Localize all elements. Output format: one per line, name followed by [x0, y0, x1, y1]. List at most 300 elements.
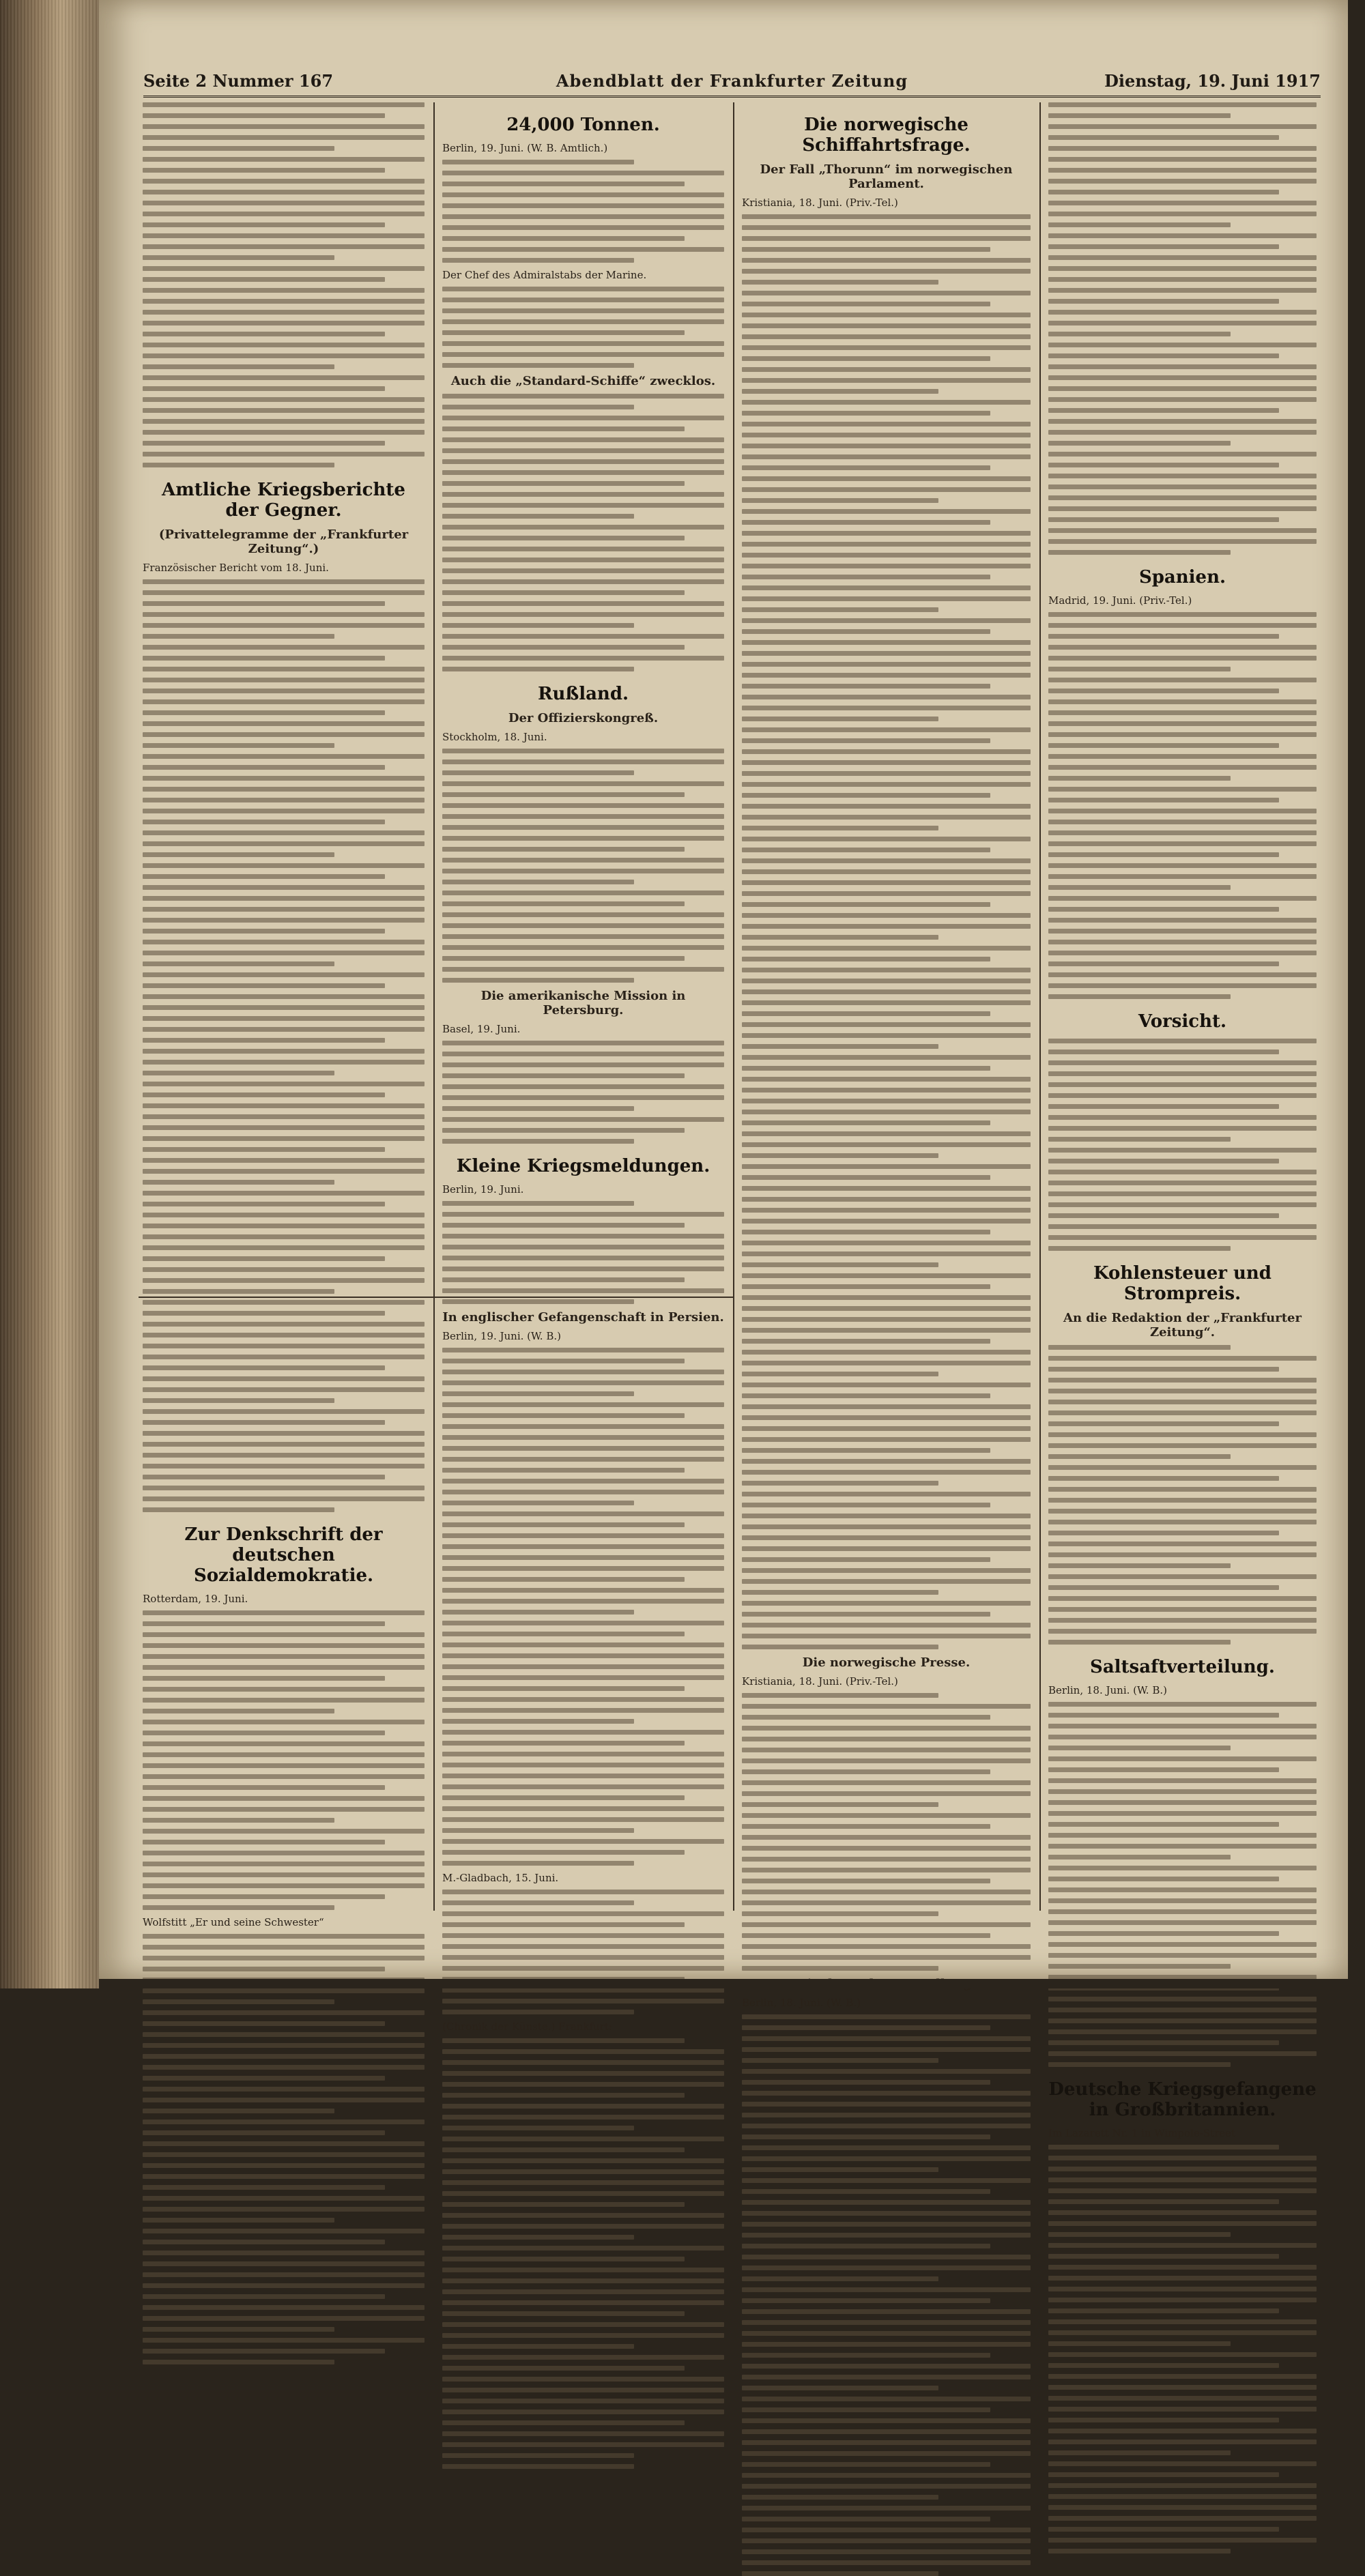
text-line: [143, 1092, 385, 1097]
text-line: [1048, 2494, 1317, 2499]
text-line: [742, 509, 1031, 514]
article-body: [1048, 1684, 1317, 2067]
text-line: [442, 1522, 685, 1527]
text-line: [1048, 2243, 1317, 2248]
text-line: [143, 1687, 425, 1692]
text-line: [143, 201, 425, 205]
text-line: [442, 1490, 724, 1494]
text-line: [742, 2571, 938, 2576]
article-body: [442, 394, 724, 671]
text-line: [742, 989, 1031, 994]
text-line: [143, 1720, 425, 1724]
text-line: [442, 1730, 724, 1735]
text-line: [742, 1623, 1031, 1627]
text-line: [742, 1142, 1031, 1147]
text-line: [742, 1835, 1031, 1840]
text-line: [442, 781, 724, 786]
text-line: [442, 1041, 724, 1045]
text-line: [143, 146, 334, 151]
text-line: [143, 1202, 385, 1206]
text-line: [143, 951, 425, 955]
text-line: [742, 1208, 1031, 1213]
text-line: [143, 2261, 425, 2266]
text-line: [1048, 2549, 1231, 2553]
column-rule: [1039, 102, 1041, 1911]
article-dateline: Wolfstitt „Er und seine Schwester“: [143, 1916, 324, 1928]
text-line: [143, 1420, 385, 1425]
text-line: [442, 1784, 724, 1789]
text-line: [442, 182, 685, 186]
text-line: [442, 236, 685, 241]
text-line: [742, 706, 1031, 710]
text-line: [442, 2355, 724, 2360]
text-line: [442, 1446, 724, 1451]
text-line: [143, 135, 425, 140]
text-line: [143, 2021, 385, 2026]
text-line: [742, 1933, 990, 1938]
text-line: [143, 579, 425, 584]
text-line: [143, 1278, 425, 1283]
text-line: [442, 1533, 724, 1538]
article-dateline: Der Chef des Admiralstabs der Marine.: [442, 269, 647, 281]
text-line: [742, 2047, 1031, 2052]
text-line: [1048, 2341, 1231, 2346]
text-line: [442, 901, 685, 906]
text-line: [742, 727, 1031, 732]
text-line: [442, 1752, 724, 1756]
article-body: [442, 731, 724, 983]
text-line: [143, 1731, 385, 1735]
text-line: [143, 364, 334, 369]
text-line: [1048, 721, 1317, 726]
article-body: [442, 1023, 724, 1144]
text-line: [143, 1333, 425, 1337]
text-line: [742, 236, 1031, 241]
text-line: [1048, 2407, 1317, 2412]
text-line: [442, 2093, 685, 2098]
text-line: [1048, 1367, 1279, 1372]
text-line: [442, 171, 724, 175]
text-line: [442, 2289, 724, 2294]
text-line: [143, 590, 425, 595]
text-line: [143, 1862, 425, 1866]
text-line: [442, 1424, 724, 1429]
text-line: [442, 405, 634, 409]
text-line: [742, 2386, 938, 2390]
text-line: [1048, 2483, 1317, 2488]
text-line: [1048, 1050, 1279, 1054]
text-line: [143, 1894, 385, 1899]
text-line: [1048, 951, 1317, 955]
text-line: [442, 2257, 685, 2261]
text-line: [742, 826, 938, 830]
text-line: [742, 2538, 1031, 2543]
text-line: [1048, 1746, 1231, 1750]
text-line: [742, 2364, 1031, 2369]
text-line: [442, 1566, 724, 1571]
text-line: [143, 678, 425, 682]
text-line: [742, 1568, 1031, 1573]
text-line: [742, 1715, 990, 1720]
text-line: [143, 1136, 425, 1141]
text-line: [742, 1099, 1031, 1103]
text-line: [1048, 885, 1231, 890]
text-line: [442, 1299, 634, 1304]
text-line: [1048, 1071, 1317, 1076]
text-line: [143, 1387, 425, 1392]
article-dateline: Kristiania, 18. Juni. (Priv.-Tel.): [742, 197, 898, 209]
text-line: [742, 673, 1031, 678]
text-line: [143, 2218, 334, 2223]
text-line: [1048, 2156, 1317, 2160]
text-line: [442, 1653, 724, 1658]
text-line: [442, 1708, 724, 1713]
text-line: [1048, 1126, 1317, 1131]
text-line: [742, 2549, 1031, 2554]
text-line: [742, 1535, 1031, 1540]
text-line: [742, 1890, 1031, 1894]
text-line: [442, 1348, 724, 1352]
text-line: [1048, 1520, 1317, 1524]
text-line: [442, 470, 724, 475]
text-line: [742, 367, 1031, 372]
text-line: [1048, 441, 1231, 446]
text-line: [143, 656, 385, 661]
text-line: [442, 514, 634, 519]
text-line: [742, 1470, 1031, 1475]
text-line: [143, 1851, 425, 1855]
text-line: [1048, 517, 1279, 522]
text-line: [1048, 929, 1317, 934]
text-line: [742, 596, 1031, 601]
text-line: [1048, 1822, 1279, 1827]
text-line: [742, 749, 1031, 754]
text-line: [442, 308, 724, 313]
text-line: [442, 2235, 634, 2240]
text-line: [143, 1038, 385, 1043]
text-line: [742, 1944, 1031, 1949]
text-line: [442, 1675, 724, 1680]
text-line: [143, 1365, 385, 1370]
text-line: [742, 564, 1031, 568]
text-line: [1048, 364, 1317, 369]
text-line: [442, 967, 724, 972]
text-line: [742, 1612, 990, 1617]
text-line: [742, 1448, 990, 1453]
text-line: [1048, 135, 1279, 140]
text-line: [742, 1791, 1031, 1796]
text-line: [742, 1922, 1031, 1927]
text-line: [742, 946, 1031, 951]
text-line: [742, 225, 1031, 230]
text-line: [742, 1601, 1031, 1606]
text-line: [143, 1643, 425, 1648]
text-line: [442, 547, 724, 551]
text-line: [143, 1169, 425, 1174]
text-line: [143, 820, 385, 824]
text-line: [1048, 1181, 1317, 1185]
text-line: [442, 1370, 724, 1374]
text-line: [742, 1361, 1031, 1365]
text-line: [742, 1726, 1031, 1731]
text-line: [442, 1288, 724, 1293]
text-line: [442, 956, 685, 961]
text-line: [742, 520, 990, 525]
text-line: [742, 880, 1031, 885]
text-line: [742, 782, 1031, 787]
text-line: [1048, 430, 1317, 435]
text-line: [442, 1212, 724, 1217]
text-line: [143, 1829, 425, 1834]
text-line: [442, 363, 634, 368]
text-line: [143, 1376, 425, 1381]
text-line: [1048, 2177, 1317, 2182]
text-line: [143, 255, 334, 260]
text-line: [1048, 1378, 1317, 1383]
text-line: [742, 1693, 938, 1698]
text-line: [742, 771, 1031, 776]
text-line: [1048, 1800, 1317, 1805]
text-line: [1048, 2188, 1317, 2193]
article-body: [442, 1330, 724, 1866]
text-line: [143, 1999, 334, 2004]
text-line: [1048, 1060, 1317, 1065]
text-line: [1048, 2527, 1279, 2532]
text-line: [143, 1763, 425, 1768]
text-line: [442, 891, 724, 895]
text-line: [742, 2156, 1031, 2161]
text-line: [442, 258, 634, 263]
text-line: [742, 313, 1031, 317]
text-line: [742, 1802, 938, 1807]
text-line: [742, 1273, 1031, 1278]
text-line: [1048, 528, 1317, 533]
text-line: [1048, 983, 1317, 988]
text-line: [742, 454, 1031, 459]
text-line: [742, 1022, 1031, 1027]
text-line: [442, 1955, 724, 1960]
text-line: [143, 798, 425, 802]
text-line: [1048, 1443, 1317, 1448]
text-line: [143, 1016, 425, 1021]
text-line: [143, 2043, 425, 2048]
text-line: [742, 1645, 938, 1649]
text-line: [742, 1748, 1031, 1752]
text-line: [143, 2294, 385, 2299]
article-subheading: In englischer Gefangenschaft in Persien.: [442, 1310, 724, 1325]
book-binding: [0, 0, 102, 1988]
text-line: [442, 2010, 634, 2014]
text-line: [1048, 2319, 1317, 2324]
text-line: [143, 332, 385, 336]
text-line: [742, 2462, 990, 2467]
text-line: [742, 2080, 990, 2085]
text-line: [143, 1431, 425, 1436]
text-line: [143, 1355, 425, 1359]
text-line: [742, 2145, 1031, 2150]
text-line: [742, 1759, 1031, 1763]
text-line: [442, 1234, 724, 1239]
text-line: [143, 776, 425, 781]
text-line: [742, 935, 938, 940]
text-line: [742, 1383, 1031, 1387]
text-line: [442, 203, 724, 208]
text-line: [442, 2169, 724, 2174]
text-line: [742, 957, 990, 961]
text-line: [143, 2327, 334, 2332]
text-line: [742, 2473, 1031, 2478]
text-line: [742, 1557, 990, 1562]
text-line: [143, 1654, 425, 1659]
text-line: [742, 1110, 1031, 1114]
text-line: [742, 1813, 1031, 1818]
text-line: [742, 2211, 1031, 2216]
article-body: [742, 1675, 1031, 1971]
column-2: [438, 102, 728, 2033]
text-line: [742, 1437, 1031, 1442]
text-line: [143, 233, 425, 238]
text-line: [742, 1824, 990, 1829]
text-line: [742, 1230, 990, 1234]
text-line: [1048, 1421, 1279, 1426]
article-subheading: Der Fall „Thorunn“ im norwegischen Parlament.: [760, 162, 1013, 191]
text-line: [1048, 1202, 1317, 1207]
article-dateline: Berlin, 19. Juni.: [442, 1183, 524, 1196]
text-line: [143, 463, 334, 467]
text-line: [742, 607, 938, 612]
text-line: [742, 2342, 1031, 2347]
text-line: [742, 1780, 1031, 1785]
text-line: [143, 940, 425, 944]
text-line: [442, 1850, 685, 1855]
text-line: [143, 1071, 334, 1075]
text-line: [1048, 874, 1317, 879]
text-line: [442, 2278, 724, 2283]
text-line: [143, 689, 425, 693]
text-line: [442, 1106, 634, 1111]
text-line: [1048, 2008, 1317, 2012]
text-line: [442, 1073, 685, 1078]
text-line: [742, 618, 1031, 623]
text-line: [1048, 1909, 1317, 1914]
text-line: [442, 1719, 634, 1724]
text-line: [143, 1442, 425, 1447]
text-line: [1048, 1866, 1317, 1870]
text-line: [442, 1795, 685, 1800]
text-line: [143, 288, 425, 293]
text-line: [742, 869, 1031, 874]
text-line: [742, 738, 990, 743]
text-line: [442, 1511, 724, 1516]
text-line: [442, 459, 724, 464]
article-subheading: Die amerikanische Mission in Petersburg.: [480, 989, 686, 1017]
article-dateline: M.-Gladbach, 15. Juni.: [442, 1872, 559, 1884]
text-line: [1048, 1389, 1317, 1393]
text-line: [143, 222, 385, 227]
masthead: [143, 68, 1321, 98]
text-line: [742, 2517, 990, 2521]
text-line: [143, 754, 425, 759]
text-line: [742, 2189, 990, 2194]
text-line: [143, 721, 425, 726]
text-line: [143, 1741, 425, 1746]
text-line: [742, 1175, 990, 1180]
text-line: [742, 695, 1031, 699]
text-line: [442, 590, 685, 595]
text-line: [442, 858, 724, 863]
text-line: [1048, 2221, 1317, 2226]
text-line: [143, 2119, 425, 2124]
text-line: [1048, 484, 1317, 489]
text-line: [442, 749, 724, 753]
text-line: [143, 2152, 425, 2157]
text-line: [742, 1393, 990, 1398]
text-line: [1048, 2265, 1317, 2270]
text-line: [1048, 896, 1317, 901]
text-line: [442, 667, 634, 671]
text-line: [1048, 1877, 1279, 1881]
text-line: [442, 1632, 685, 1636]
text-line: [742, 2309, 1031, 2314]
text-line: [442, 1277, 685, 1282]
text-line: [742, 891, 1031, 896]
text-line: [442, 1468, 685, 1473]
text-line: [143, 1752, 425, 1757]
text-line: [143, 1180, 334, 1185]
text-line: [1048, 146, 1317, 151]
text-line: [143, 841, 425, 846]
text-line: [143, 667, 425, 671]
text-line: [143, 2076, 385, 2081]
text-line: [442, 2049, 724, 2054]
text-line: [1048, 1920, 1317, 1925]
text-line: [1048, 113, 1231, 118]
text-line: [742, 2298, 990, 2303]
text-line: [1048, 2287, 1317, 2291]
text-line: [442, 1944, 724, 1949]
text-line: [1048, 2254, 1279, 2259]
text-line: [742, 2014, 1031, 2019]
text-line: [742, 269, 1031, 274]
article-body: [442, 1183, 724, 1304]
text-line: [1048, 2167, 1317, 2171]
text-line: [1048, 2418, 1279, 2422]
text-line: [143, 310, 425, 315]
text-line: [1048, 754, 1317, 759]
text-line: [1048, 1942, 1317, 1947]
text-line: [143, 2098, 425, 2102]
text-line: [143, 2316, 425, 2321]
text-line: [1048, 343, 1317, 347]
text-line: [442, 2464, 634, 2469]
text-line: [1048, 1400, 1317, 1404]
text-line: [143, 929, 385, 934]
text-line: [143, 1027, 425, 1032]
text-line: [442, 770, 634, 775]
article-dateline: Madrid, 19. Juni. (Priv.-Tel.): [1048, 594, 1192, 607]
text-line: [1048, 375, 1317, 380]
text-line: [442, 759, 724, 764]
text-line: [742, 1011, 990, 1016]
text-line: [1048, 1640, 1231, 1645]
text-line: [1048, 1531, 1279, 1535]
text-line: [143, 1698, 425, 1703]
text-line: [742, 1295, 1031, 1300]
text-line: [1048, 787, 1317, 792]
article-subheading: An die Redaktion der „Frankfurter Zeitung“.: [1063, 1311, 1302, 1340]
text-line: [1048, 1887, 1317, 1892]
text-line: [1048, 1170, 1317, 1174]
